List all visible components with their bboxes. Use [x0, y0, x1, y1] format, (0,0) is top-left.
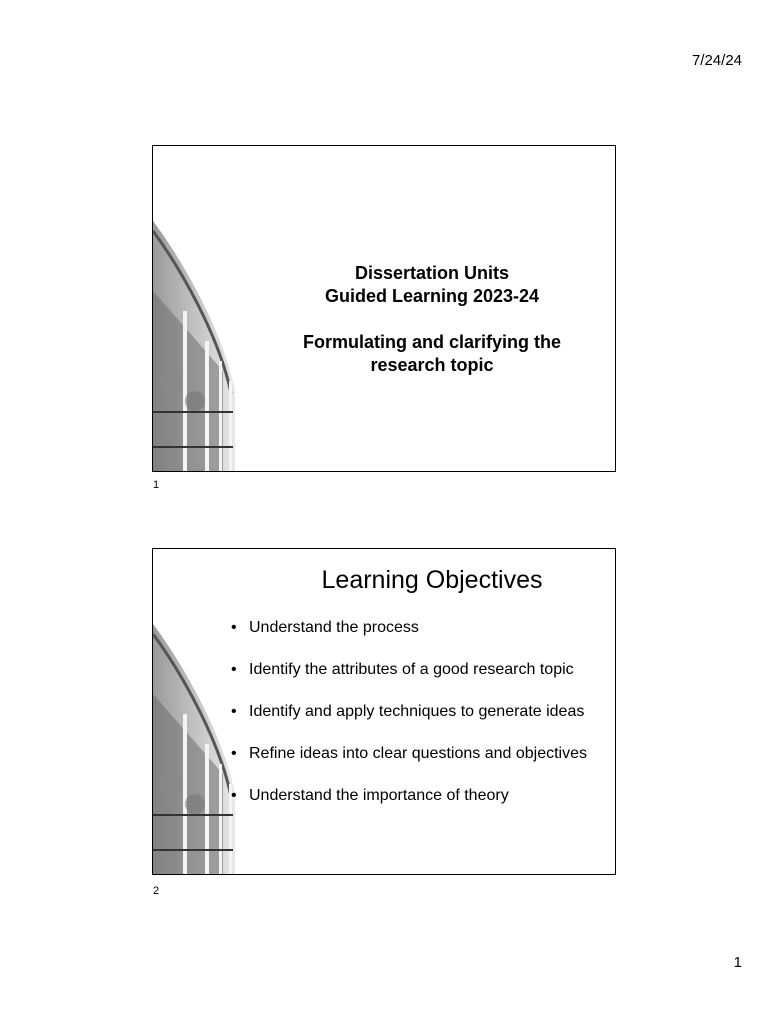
- subtitle-line-2: research topic: [370, 355, 494, 375]
- print-date: 7/24/24: [691, 52, 742, 69]
- list-item: • Understand the importance of theory: [225, 787, 609, 805]
- slide-2: [152, 548, 616, 875]
- subtitle-line-1: Formulating and clarifying the: [302, 332, 562, 352]
- title-line-2: Guided Learning 2023-24: [324, 286, 540, 306]
- list-item: • Refine ideas into clear questions and objectives: [225, 745, 609, 763]
- slide-1-title: [249, 262, 615, 377]
- title-line-1: Dissertation Units: [354, 263, 510, 283]
- slide-1: [152, 145, 616, 472]
- list-item: • Identify the attributes of a good research topic: [225, 661, 609, 679]
- slide-2-label: 2: [153, 885, 160, 897]
- list-item: • Understand the process: [225, 619, 609, 637]
- page-number: 1: [733, 954, 742, 971]
- slide-2-title: Learning Objectives: [321, 566, 543, 594]
- objectives-list: [225, 619, 609, 829]
- building-image: [153, 221, 249, 471]
- list-item: • Identify and apply techniques to generate ideas: [225, 703, 609, 721]
- slide-1-label: 1: [153, 479, 160, 491]
